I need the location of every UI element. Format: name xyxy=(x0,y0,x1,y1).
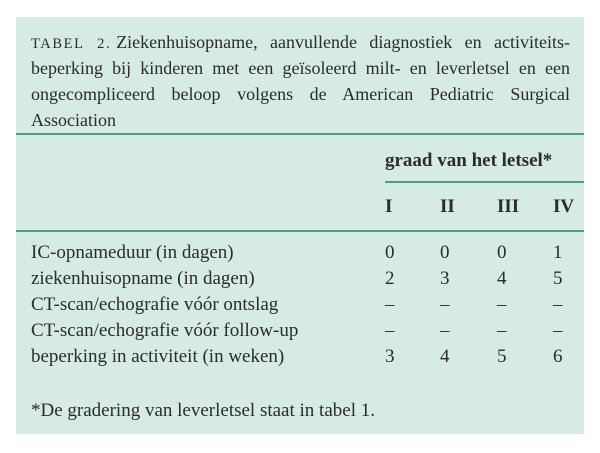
cell-value: – xyxy=(497,320,507,341)
title-line-1 xyxy=(31,29,570,55)
cell-value: 3 xyxy=(440,268,450,289)
cell-value: – xyxy=(553,320,563,341)
title-line-4: Association xyxy=(31,110,116,130)
row-label: CT-scan/echografie vóór ontslag xyxy=(31,294,279,315)
cell-value: – xyxy=(440,320,450,341)
row-label: ziekenhuisopname (in dagen) xyxy=(31,268,255,289)
table-row xyxy=(31,292,584,318)
cell-value: 0 xyxy=(497,242,507,263)
cell-value: – xyxy=(440,294,450,315)
cell-value: 4 xyxy=(440,346,450,367)
table-title xyxy=(16,17,584,135)
table-row xyxy=(31,240,584,266)
cell-value: 2 xyxy=(385,268,395,289)
title-line-2: beperking bij kinderen met een geïsoleerd milt- en leverletsel en een xyxy=(31,58,570,78)
title-line-3: ongecompliceerd beloop volgens de American Pediatric Surgical xyxy=(31,84,570,104)
cell-value: – xyxy=(385,294,395,315)
table-body xyxy=(16,232,584,370)
column-header-grade-2: II xyxy=(440,196,455,217)
cell-value: 6 xyxy=(553,346,563,367)
table-header xyxy=(16,135,584,232)
column-group-header: graad van het letsel* xyxy=(385,150,553,171)
table-panel xyxy=(16,17,584,434)
row-label: CT-scan/echografie vóór follow-up xyxy=(31,320,299,341)
cell-value: – xyxy=(497,294,507,315)
cell-value: 0 xyxy=(385,242,395,263)
column-group-rule xyxy=(385,181,584,183)
row-label: beperking in activiteit (in weken) xyxy=(31,346,285,367)
cell-value: – xyxy=(385,320,395,341)
column-header-grade-1: I xyxy=(385,196,393,217)
table-row xyxy=(31,344,584,370)
column-headers xyxy=(385,194,584,220)
cell-value: – xyxy=(553,294,563,315)
cell-value: 5 xyxy=(497,346,507,367)
cell-value: 1 xyxy=(553,242,563,263)
table-number-label: TABEL 2. xyxy=(31,36,112,52)
cell-value: 3 xyxy=(385,346,395,367)
cell-value: 4 xyxy=(497,268,507,289)
column-header-grade-3: III xyxy=(497,196,520,217)
row-label: IC-opnameduur (in dagen) xyxy=(31,242,234,263)
footnote: *De gradering van leverletsel staat in tabel 1. xyxy=(31,400,375,421)
title-line-1-text: Ziekenhuisopname, aanvullende diagnostiek en activiteits- xyxy=(116,32,570,52)
table-row xyxy=(31,318,584,344)
cell-value: 0 xyxy=(440,242,450,263)
cell-value: 5 xyxy=(553,268,563,289)
column-header-grade-4: IV xyxy=(553,196,575,217)
table-row xyxy=(31,266,584,292)
